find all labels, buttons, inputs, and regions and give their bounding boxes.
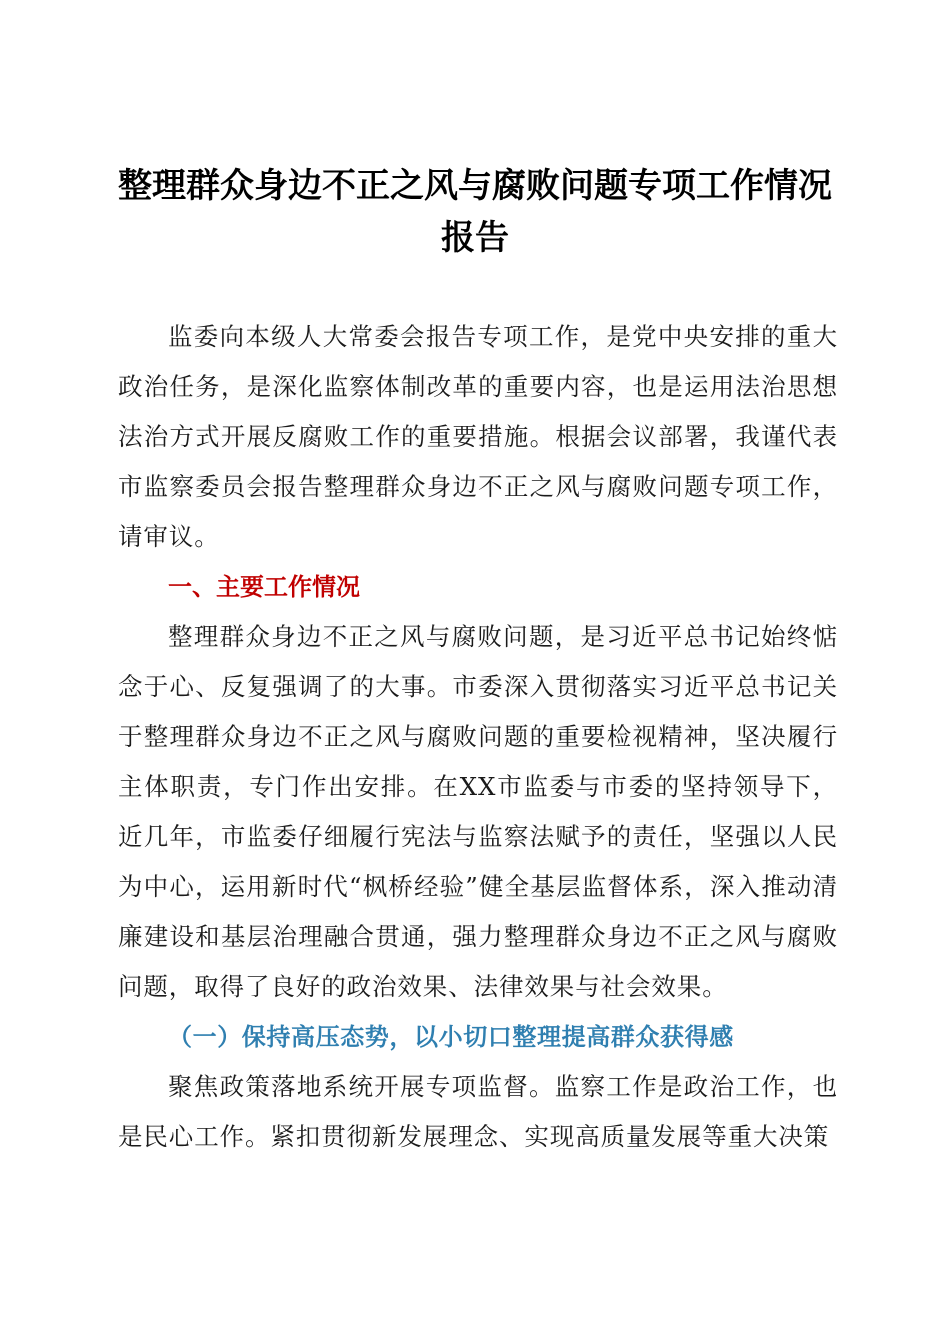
intro-paragraph: 监委向本级人大常委会报告专项工作，是党中央安排的重大政治任务，是深化监察体制改革的重要内容，也是运用法治思想法治方式开展反腐败工作的重要措施。根据会议部署，我谨代表市监察委员会报告整理群众身边不正之风与腐败问题专项工作，请审议。 [118,322,838,551]
subsection-heading-high-pressure: （一）保持高压态势，以小切口整理提高群众获得感 [168,1022,734,1051]
section-heading-main-work: 一、主要工作情况 [168,573,360,601]
section-paragraph-main-work: 整理群众身边不正之风与腐败问题，是习近平总书记始终惦念于心、反复强调了的大事。市委深入贯彻落实习近平总书记关于整理群众身边不正之风与腐败问题的重要检视精神，坚决履行主体职责，专门作出安排。在XX市监委与市委的坚持领导下，近几年，市监委仔细履行宪法与监察法赋予的责任，坚强以人民为中心，运用新时代“枫桥经验”健全基层监督体系，深入推动清廉建设和基层治理融合贯通，强力整理群众身边不正之风与腐败问题，取得了良好的政治效果、法律效果与社会效果。 [118,622,838,1001]
subsection-paragraph-policy-supervision: 聚焦政策落地系统开展专项监督。监察工作是政治工作，也是民心工作。紧扣贯彻新发展理念、实现高质量发展等重大决策 [118,1072,838,1151]
document-title: 整理群众身边不正之风与腐败问题专项工作情况报告 [118,166,832,258]
